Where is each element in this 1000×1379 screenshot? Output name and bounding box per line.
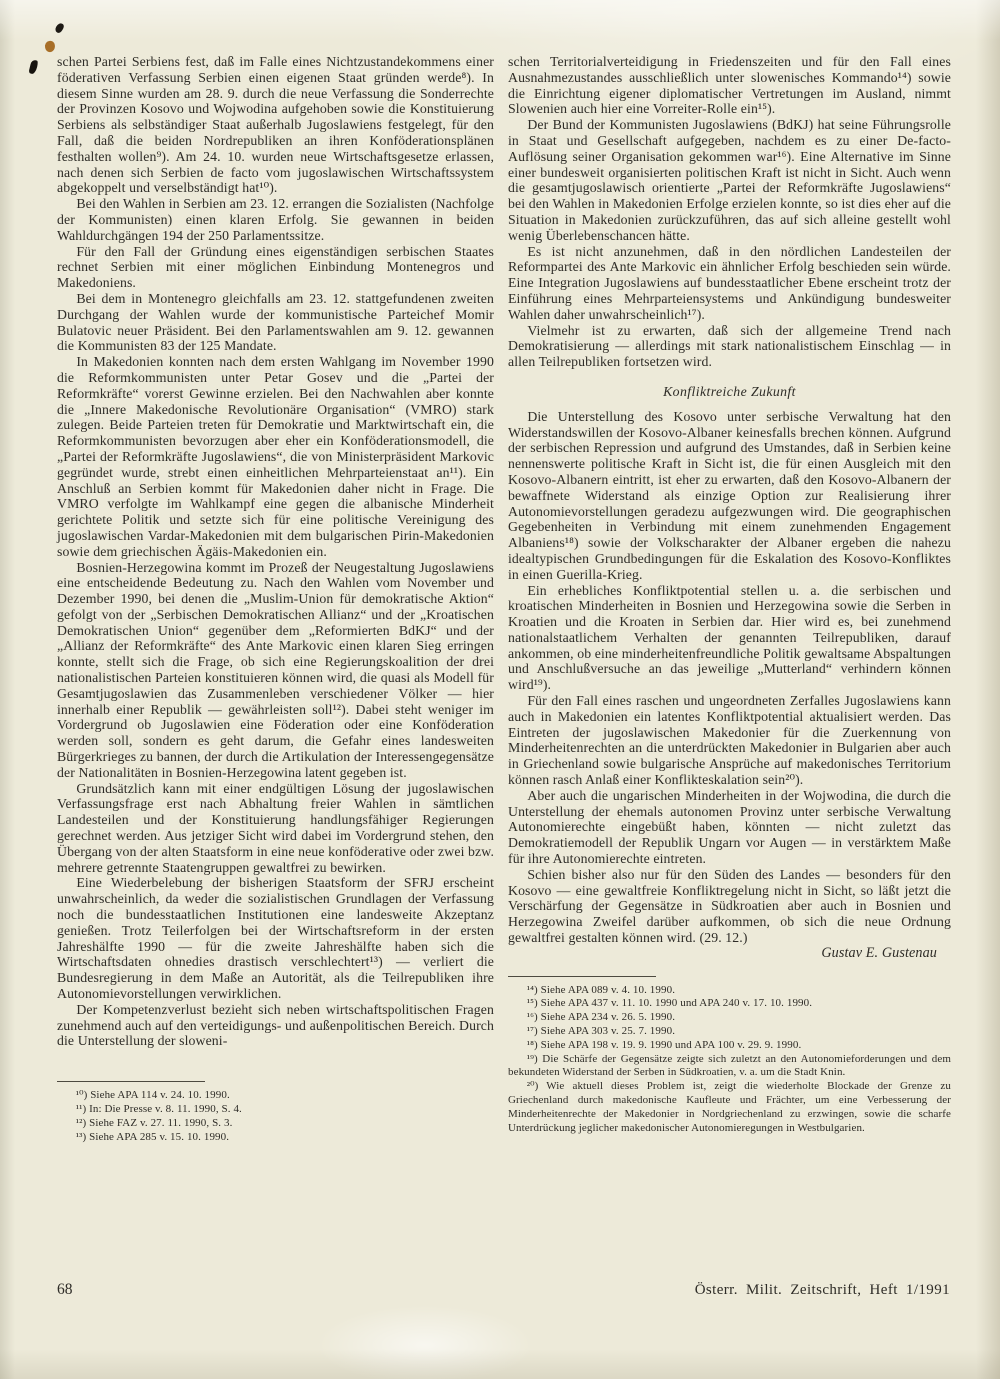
paragraph: Eine Wiederbelebung der bisherigen Staatsform der SFRJ erscheint unwahrscheinlich, da weder die sozialistischen Grundlagen der Verfassung noch die bundesstaatlichen Institutionen eine landesweite Akzeptanz genießen. Trotz Teilerfolgen bei der Wirtschaftsreform in der ersten Jahreshälfte 1990 — für die zweite Jahreshälfte haben sich die Wirtschaftsdaten ohnedies drastisch verschlechtert¹³) — verliert die Bundesregierung in dem Maße an Autorität, als die Teilrepubliken ihre Autonomievorstellungen verwirklichen. — [57, 875, 494, 1002]
right-footnotes — [508, 976, 951, 1136]
footnote: ²⁰) Wie aktuell dieses Problem ist, zeigt die wiederholte Blockade der Grenze zu Griechenland durch makedonische Kaufleute und Frächter, um eine Verbesserung der Minderheitenrechte der Makedonier in Nordgriechenland zu erzwingen, sowie die scharfe Unterdrückung jeglicher makedonischer Autonomieregungen in Westbulgarien. — [508, 1080, 951, 1134]
paragraph: Ein erhebliches Konfliktpotential stellen u. a. die serbischen und kroatischen Minderheiten in Bosnien und Herzegowina sowie die Serben in Kroatien und die Kroaten in Serbien dar. Hier wird es, bei zunehmend nationalstaatlichem Verhalten der genannten Teilrepubliken, darauf ankommen, ob eine minderheitenfreundliche Politik gewaltsame Abspaltungen und Anschlußversuche an das jeweilige „Mutterland“ verhindern können wird¹⁹). — [508, 582, 951, 693]
paragraph: Aber auch die ungarischen Minderheiten in der Wojwodina, die durch die Unterstellung der ehemals autonomen Provinz unter serbische Verwaltung Autonomierechte eingebüßt haben, könnten — nicht zuletzt das Demokratiemodell der Republik Ungarn vor Augen — in verstärktem Maße für ihre Autonomierechte eintreten. — [508, 787, 951, 867]
paragraph: Es ist nicht anzunehmen, daß in den nördlichen Landesteilen der Reformpartei des Ante Markovic ein ähnlicher Erfolg beschieden sein würde. Eine Integration Jugoslawiens auf bundesstaatlicher Ebene erscheint trotz der Einführung eines Mehrparteiensystems und Ankündigung bundesweiter Wahlen daher unwahrscheinlich¹⁷). — [508, 243, 951, 322]
footnote: ¹⁵) Siehe APA 437 v. 11. 10. 1990 und APA 240 v. 17. 10. 1990. — [526, 997, 813, 1010]
page-number: 68 — [57, 1281, 73, 1298]
footnote: ¹⁰) Siehe APA 114 v. 24. 10. 1990. — [75, 1089, 230, 1102]
footnote: ¹³) Siehe APA 285 v. 15. 10. 1990. — [75, 1130, 230, 1143]
footnote: ¹⁸) Siehe APA 198 v. 19. 9. 1990 und APA 100 v. 29. 9. 1990. — [526, 1038, 802, 1051]
left-footnotes — [57, 1081, 494, 1144]
section-heading: Konfliktreiche Zukunft — [663, 383, 796, 399]
ink-speck-icon — [54, 22, 65, 34]
right-text-column — [508, 54, 951, 1135]
paragraph: Für den Fall eines raschen und ungeordneten Zerfalles Jugoslawiens kann auch in Makedonien ein latentes Konfliktpotential aktualisiert werden. Das Eintreten der jugoslawischen Makedonier für die Zuerkennung von Minderheitenrechten an die unterdrückten Makedonier in Bulgarien aber auch in Griechenland sowie bulgarische Ansprüche auf makedonisches Territorium können rasch Anlaß einer Konflikteskalation sein²⁰). — [508, 693, 951, 788]
paragraph: Grundsätzlich kann mit einer endgültigen Lösung der jugoslawischen Verfassungsfrage erst nach Abhaltung freier Wahlen in sämtlichen Landesteilen und der Konstituierung handlungsfähiger Regierungen gerechnet werden. Aus jetziger Sicht wird dabei im Vordergrund stehen, den Übergang von der alten Staatsform in eine neue konföderative oder zwei bzw. mehrere getrennte Staatengruppen gewaltfrei zu bewirken. — [57, 780, 494, 875]
paragraph: schen Partei Serbiens fest, daß im Falle eines Nichtzustandekommens einer föderativen Verfassung Serbien einen eigenen Staat gründen werde⁸). In diesem Sinne wurden am 28. 9. durch die neue Verfassung die Sonderrechte der Provinzen Kosovo und Wojwodina aufgehoben sowie die Konstituierung Serbiens als selbständiger Staat außerhalb Jugoslawiens festgelegt, für den Fall, daß die beiden Nordrepubliken an ihren Konföderationsplänen festhalten wollen⁹). Am 24. 10. wurden neue Wirtschaftsgesetze erlassen, nach denen sich Serbien de facto vom jugoslawischen Wirtschaftssystem abgekoppelt und verselbständigt hat¹⁰). — [57, 54, 494, 196]
footnote: ¹¹) In: Die Presse v. 8. 11. 1990, S. 4. — [75, 1103, 242, 1115]
ink-mark-icon — [28, 59, 38, 74]
journal-footer: Österr. Milit. Zeitschrift, Heft 1/1991 — [694, 1282, 950, 1298]
stain-speck-icon — [44, 40, 56, 53]
paragraph: Der Bund der Kommunisten Jugoslawiens (BdKJ) hat seine Führungsrolle in Staat und Gesellschaft aufgegeben, nachdem es zu einer De-facto-Auflösung seiner Organisation gekommen war¹⁶). Eine Alternative im Sinne einer bundesweit organisierten politischen Kraft ist nicht in Sicht. Auch wenn die gesamtjugoslawisch orientierte „Partei der Reformkräfte Jugoslawiens“ bei den Wahlen in Makedonien Erfolge erzielen konnte, so ist dies eher auf die Situation in Makedonien zurückzuführen, das auf sich alleine gestellt wohl wenig Überlebenschancen hätte. — [508, 117, 951, 243]
paragraph: Bosnien-Herzegowina kommt im Prozeß der Neugestaltung Jugoslawiens eine entscheidende Bedeutung zu. Nach den Wahlen vom November und Dezember 1990, bei denen die „Muslim-Union für demokratische Aktion“ gefolgt von der „Serbischen Demokratischen Allianz“ und der „Kroatischen Demokratischen Union“ gegenüber dem „Reformierten BdKJ“ und der „Allianz der Reformkräfte“ des Ante Markovic einen klaren Sieg erringen konnte, stellt sich die Frage, ob sich eine Regierungskoalition der drei nationalistischen Parteien konstituieren können wird, die quasi als Modell für Gesamtjugoslawien das Zusammenleben verschiedener Völker — hier innerhalb einer Republik — gewährleisten soll¹²). Dabei steht weniger im Vordergrund ob Jugoslawien eine Föderation oder eine Konföderation werden soll, sondern es geht darum, die Gefahr eines landesweiten Bürgerkrieges zu bannen, der durch die Artikulation der Interessengegensätze der Nationalitäten in Bosnien-Herzegowina latent gegeben ist. — [57, 559, 494, 780]
paragraph: Bei den Wahlen in Serbien am 23. 12. errangen die Sozialisten (Nachfolge der Kommunisten) einen klaren Erfolg. Sie gewannen in beiden Wahldurchgängen 194 der 250 Parlamentssitze. — [57, 196, 495, 243]
paragraph: Bei dem in Montenegro gleichfalls am 23. 12. stattgefundenen zweiten Durchgang der Wahlen wurde der kommunistische Parteichef Momir Bulatovic neuer Präsident. Bei den Parlamentswahlen am 9. 12. gewannen die Kommunisten 83 der 125 Mandate. — [57, 290, 494, 354]
footnote: ¹²) Siehe FAZ v. 27. 11. 1990, S. 3. — [75, 1116, 233, 1129]
footnote-rule — [508, 976, 656, 977]
footnote: ¹⁴) Siehe APA 089 v. 4. 10. 1990. — [526, 983, 676, 996]
paragraph: Schien bisher also nur für den Süden des Landes — besonders für den Kosovo — eine gewaltfreie Konfliktregelung nicht in Sicht, so läßt jetzt die Verschärfung der Gegensätze in Südkroatien aber auch in Bosnien und Herzegowina Zweifel darüber aufkommen, ob sich die neue Ordnung gewaltfrei gestalten können wird. (29. 12.) — [508, 866, 951, 946]
left-text-column — [57, 54, 494, 1144]
paragraph: Die Unterstellung des Kosovo unter serbische Verwaltung hat den Widerstandswillen der Kosovo-Albaner keinesfalls brechen können. Aufgrund der serbischen Repression und aufgrund des Umstandes, daß in Serbien keine nennenswerte politische Kraft in Sicht ist, die für einen Ausgleich mit den Kosovo-Albanern eintritt, ist eher zu erwarten, daß den Kosovo-Albanern der bewaffnete Widerstand als einzige Option zur Realisierung ihrer Autonomievorstellungen geradezu aufgezwungen wird. Die geographischen Gegebenheiten in Verbindung mit einem zunehmenden Engagement Albaniens¹⁸) sowie der Volkscharakter der Albaner ergeben die nahezu idealtypischen Grundbedingungen für die Eskalation des Kosovo-Konfliktes in einen Guerilla-Krieg. — [508, 408, 951, 582]
paragraph: Vielmehr ist zu erwarten, daß sich der allgemeine Trend nach Demokratisierung — allerdings mit stark nationalistischem Einschlag — in allen Teilrepubliken fortsetzen wird. — [508, 322, 951, 370]
paragraph: Für den Fall der Gründung eines eigenständigen serbischen Staates rechnet Serbien mit einer möglichen Einbindung Montenegros und Makedoniens. — [57, 243, 494, 291]
paragraph: Der Kompetenzverlust bezieht sich neben wirtschaftspolitischen Fragen zunehmend auch auf den verteidigungs- und außenpolitischen Bereich. Durch die Unterstellung der sloweni- — [57, 1001, 494, 1049]
footnote-rule — [57, 1081, 205, 1082]
footnote: ¹⁶) Siehe APA 234 v. 26. 5. 1990. — [526, 1011, 676, 1024]
paragraph: In Makedonien konnten nach dem ersten Wahlgang im November 1990 die Reformkommunisten unter Petar Gosev und die „Partei der Reformkräfte“ vorerst Gewinne erzielen. Bei den Nachwahlen aber konnte die „Innere Makedonische Revolutionäre Organisation“ (VMRO) stark zulegen. Beide Parteien treten für Demokratie und Marktwirtschaft ein, die Reformkommunisten bevorzugen aber eher ein Konföderationsmodell, die „Partei der Reformkräfte Jugoslawiens“, die von Ministerpräsident Markovic gegründet wurde, strebt einen einheitlichen Mehrparteienstaat an¹¹). Ein Anschluß an Serbien kommt für Makedonien daher nicht in Frage. Die VMRO verfolgte im Wahlkampf eine gegen die albanische Minderheit gerichtete Politik und setzte sich für eine politische Vereinigung des jugoslawischen Vardar-Makedonien mit dem bulgarischen Pirin-Makedonien sowie dem griechischen Ägäis-Makedonien ein. — [57, 354, 494, 559]
footnote: ¹⁷) Siehe APA 303 v. 25. 7. 1990. — [526, 1025, 676, 1038]
paragraph: schen Territorialverteidigung in Friedenszeiten und für den Fall eines Ausnahmezustandes ausschließlich unter slowenisches Kommando¹⁴) sowie die Einrichtung eigener diplomatischer Vertretungen im Ausland, nimmt Slowenien auch hier eine Vorreiter-Rolle ein¹⁵). — [508, 54, 951, 117]
author-byline: Gustav E. Gustenau — [821, 944, 937, 961]
footnote: ¹⁹) Die Schärfe der Gegensätze zeigte sich zuletzt an den Autonomieforderungen und dem bekundeten Widerstand der Serben in Südkroatien, v. a. um die Stadt Knin. — [508, 1052, 951, 1079]
